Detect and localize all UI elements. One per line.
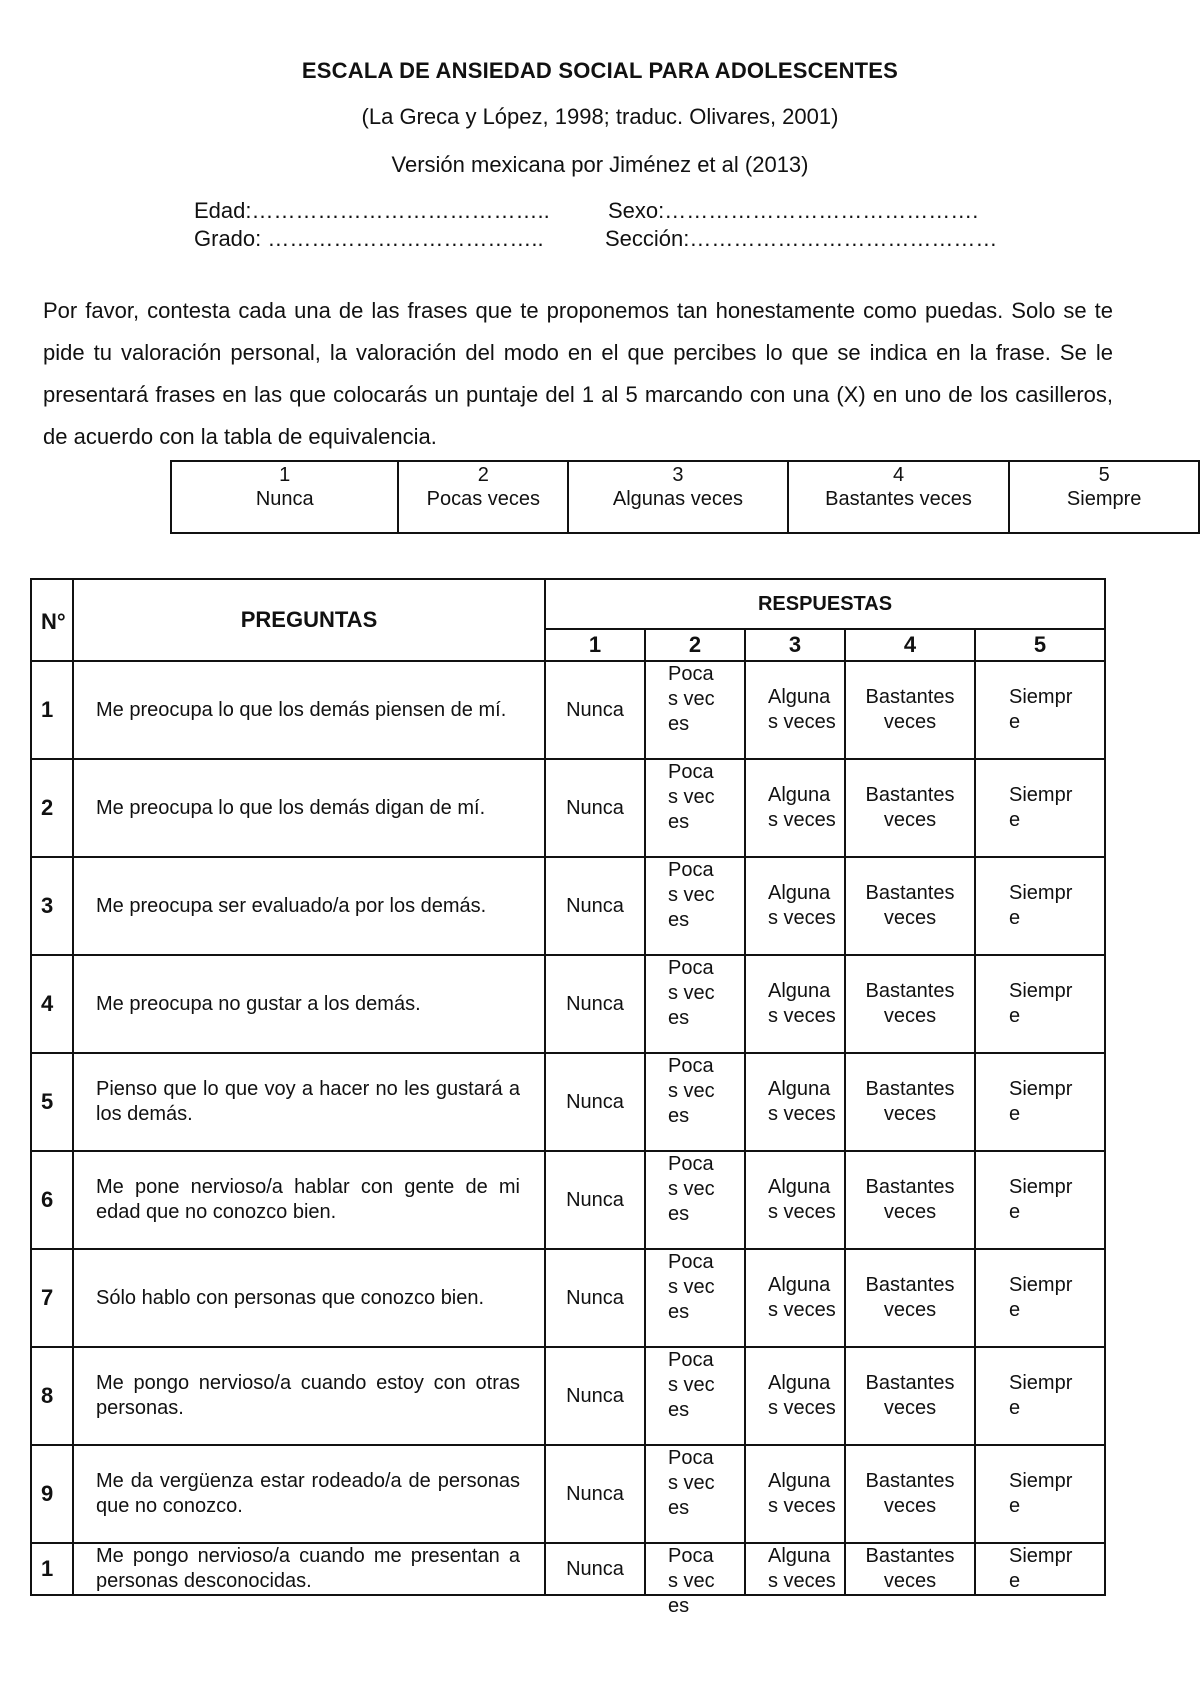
answer-label: Pocas veces [668,663,715,735]
answer-cell-3[interactable] [745,857,845,955]
answer-cell-1[interactable] [545,857,645,955]
answer-label: Nunca [566,1090,624,1113]
answer-label: Siempre [1009,1176,1073,1223]
question-number: 8 [31,1347,73,1445]
answer-label: Siempre [1009,784,1073,831]
equiv-number: 5 [1009,461,1199,488]
citation-subtitle: (La Greca y López, 1998; traduc. Olivares, 2001) [361,104,839,129]
table-row [31,1249,1105,1347]
answer-label: Algunas veces [768,784,836,831]
answer-cell-5[interactable] [975,661,1105,759]
table-row [31,661,1105,759]
answer-cell-3[interactable] [745,661,845,759]
answer-label: Bastantes veces [865,980,955,1027]
question-text: Me pongo nervioso/a cuando me presentan a personas desconocidas. [73,1543,545,1595]
answer-label: Bastantes veces [865,1274,955,1321]
equiv-label: Nunca [171,488,398,533]
answer-cell-1[interactable] [545,1445,645,1543]
answer-cell-1[interactable] [545,1249,645,1347]
seccion-field[interactable]: Sección:…………………………………… [605,226,998,251]
answer-number-header: 3 [745,629,845,661]
table-row [31,1053,1105,1151]
answer-label: Siempre [1009,882,1073,929]
column-header-respuestas: RESPUESTAS [545,579,1105,629]
answer-cell-2[interactable] [645,1445,745,1543]
answer-cell-5[interactable] [975,1249,1105,1347]
answer-cell-1[interactable] [545,759,645,857]
answer-cell-1[interactable] [545,1151,645,1249]
answer-cell-5[interactable] [975,1347,1105,1445]
answer-label: Bastantes veces [865,1176,955,1223]
answer-label: Siempre [1009,1372,1073,1419]
table-row [31,1445,1105,1543]
answer-cell-4[interactable] [845,955,975,1053]
answer-cell-3[interactable] [745,1249,845,1347]
question-text: Me pongo nervioso/a cuando estoy con otras personas. [73,1347,545,1445]
answer-cell-5[interactable] [975,1445,1105,1543]
answer-label: Nunca [566,796,624,819]
question-number: 2 [31,759,73,857]
answer-label: Algunas veces [768,1176,836,1223]
question-number: 7 [31,1249,73,1347]
answer-label: Bastantes veces [865,1372,955,1419]
answer-cell-5[interactable] [975,1543,1105,1595]
answer-cell-2[interactable] [645,1151,745,1249]
equiv-number: 3 [568,461,788,488]
table-row [31,1543,1105,1595]
answer-label: Siempre [1009,1078,1073,1125]
answer-cell-5[interactable] [975,1151,1105,1249]
grado-field[interactable]: Grado: ……………………………….. [194,226,544,251]
answer-label: Bastantes veces [865,686,955,733]
answer-cell-1[interactable] [545,1053,645,1151]
answer-cell-2[interactable] [645,1249,745,1347]
answer-label: Nunca [566,992,624,1015]
question-number: 1 [31,1543,73,1595]
question-text: Me preocupa ser evaluado/a por los demás. [73,857,545,955]
table-row [31,759,1105,857]
answer-cell-3[interactable] [745,1053,845,1151]
question-number: 4 [31,955,73,1053]
answer-cell-2[interactable] [645,1543,745,1617]
answer-label: Nunca [566,1188,624,1211]
equiv-label: Bastantes veces [788,488,1010,533]
question-number: 1 [31,661,73,759]
answer-label: Siempre [1009,1470,1073,1517]
question-text: Me pone nervioso/a hablar con gente de mi edad que no conozco bien. [73,1151,545,1249]
answer-cell-3[interactable] [745,1347,845,1445]
answer-cell-4[interactable] [845,1543,975,1595]
answer-label: Nunca [566,698,624,721]
answer-label: Pocas veces [668,1251,715,1323]
answer-label: Siempre [1009,686,1073,733]
answer-cell-5[interactable] [975,1053,1105,1151]
answer-label: Algunas veces [768,1470,836,1517]
question-number: 5 [31,1053,73,1151]
answer-label: Pocas veces [668,1153,715,1225]
answer-cell-1[interactable] [545,955,645,1053]
equivalence-table [170,460,1200,534]
sexo-field[interactable]: Sexo:……………………………………. [608,198,979,223]
answer-number-header: 2 [645,629,745,661]
question-text: Me preocupa lo que los demás digan de mí. [73,759,545,857]
question-text: Me da vergüenza estar rodeado/a de personas que no conozco. [73,1445,545,1543]
answer-label: Algunas veces [768,1274,836,1321]
answer-cell-5[interactable] [975,759,1105,857]
answer-label: Pocas veces [668,1349,715,1421]
answer-label: Siempre [1009,980,1073,1027]
answer-label: Nunca [566,1482,624,1505]
answer-number-header: 4 [845,629,975,661]
question-number: 3 [31,857,73,955]
answer-cell-5[interactable] [975,857,1105,955]
answer-cell-4[interactable] [845,1151,975,1249]
answer-label: Pocas veces [668,1055,715,1127]
answer-label: Bastantes veces [865,1545,955,1592]
table-row [31,857,1105,955]
answer-label: Pocas veces [668,957,715,1029]
version-subtitle: Versión mexicana por Jiménez et al (2013) [391,152,809,177]
instructions-text: Por favor, contesta cada una de las frases que te proponemos tan honestamente como puedas. Solo se te pide tu valoración personal, la valoración del modo en el que percibes lo que se indica en la frase. Se le presentará frases en las que colocarás un puntaje del 1 al 5 marcando con una (X) en uno de los casilleros, de acuerdo con la tabla de equivalencia. [43,298,1113,449]
answer-cell-4[interactable] [845,1347,975,1445]
answer-label: Nunca [566,894,624,917]
answer-cell-1[interactable] [545,1347,645,1445]
column-header-preguntas: PREGUNTAS [73,579,545,661]
answer-label: Nunca [566,1557,624,1580]
answer-label: Nunca [566,1384,624,1407]
answer-cell-1[interactable] [545,661,645,759]
answer-label: Siempre [1009,1274,1073,1321]
answer-cell-4[interactable] [845,1249,975,1347]
question-number: 6 [31,1151,73,1249]
question-number: 9 [31,1445,73,1543]
equiv-label: Siempre [1009,488,1199,533]
answer-label: Bastantes veces [865,784,955,831]
answer-cell-2[interactable] [645,955,745,1053]
answer-cell-3[interactable] [745,1543,845,1595]
answer-label: Siempre [1009,1545,1073,1592]
answer-label: Algunas veces [768,882,836,929]
answer-cell-4[interactable] [845,1445,975,1543]
question-text: Me preocupa no gustar a los demás. [73,955,545,1053]
answer-cell-2[interactable] [645,1053,745,1151]
answer-label: Algunas veces [768,1545,836,1592]
answer-label: Nunca [566,1286,624,1309]
answer-cell-2[interactable] [645,759,745,857]
answer-cell-3[interactable] [745,759,845,857]
answer-label: Pocas veces [668,1447,715,1519]
answer-label: Pocas veces [668,859,715,931]
question-text: Pienso que lo que voy a hacer no les gustará a los demás. [73,1053,545,1151]
edad-field[interactable]: Edad:………………………………….. [194,198,550,223]
answer-cell-3[interactable] [745,955,845,1053]
answer-cell-3[interactable] [745,1445,845,1543]
answer-label: Algunas veces [768,1372,836,1419]
questions-table [30,578,1106,1617]
equiv-number: 1 [171,461,398,488]
table-row [31,955,1105,1053]
answer-cell-4[interactable] [845,1053,975,1151]
answer-label: Algunas veces [768,980,836,1027]
answer-label: Bastantes veces [865,1078,955,1125]
answer-cell-4[interactable] [845,759,975,857]
equiv-label: Algunas veces [568,488,788,533]
answer-number-header: 5 [975,629,1105,661]
question-text: Sólo hablo con personas que conozco bien. [73,1249,545,1347]
answer-cell-3[interactable] [745,1151,845,1249]
answer-label: Bastantes veces [865,1470,955,1517]
question-text: Me preocupa lo que los demás piensen de mí. [73,661,545,759]
answer-label: Algunas veces [768,686,836,733]
answer-number-header: 1 [545,629,645,661]
answer-label: Bastantes veces [865,882,955,929]
answer-cell-4[interactable] [845,661,975,759]
instructions [43,290,1113,458]
answer-cell-2[interactable] [645,661,745,759]
table-row [31,1347,1105,1445]
answer-label: Pocas veces [668,761,715,833]
equiv-label: Pocas veces [398,488,568,533]
answer-cell-2[interactable] [645,857,745,955]
answer-label: Algunas veces [768,1078,836,1125]
answer-cell-5[interactable] [975,955,1105,1053]
equiv-number: 2 [398,461,568,488]
answer-cell-4[interactable] [845,857,975,955]
column-header-no: N° [31,579,73,661]
answer-cell-1[interactable] [545,1543,645,1595]
table-row [31,1151,1105,1249]
answer-cell-2[interactable] [645,1347,745,1445]
equiv-number: 4 [788,461,1010,488]
answer-label: Pocas veces [668,1545,715,1617]
document-title: ESCALA DE ANSIEDAD SOCIAL PARA ADOLESCENTES [301,58,899,83]
